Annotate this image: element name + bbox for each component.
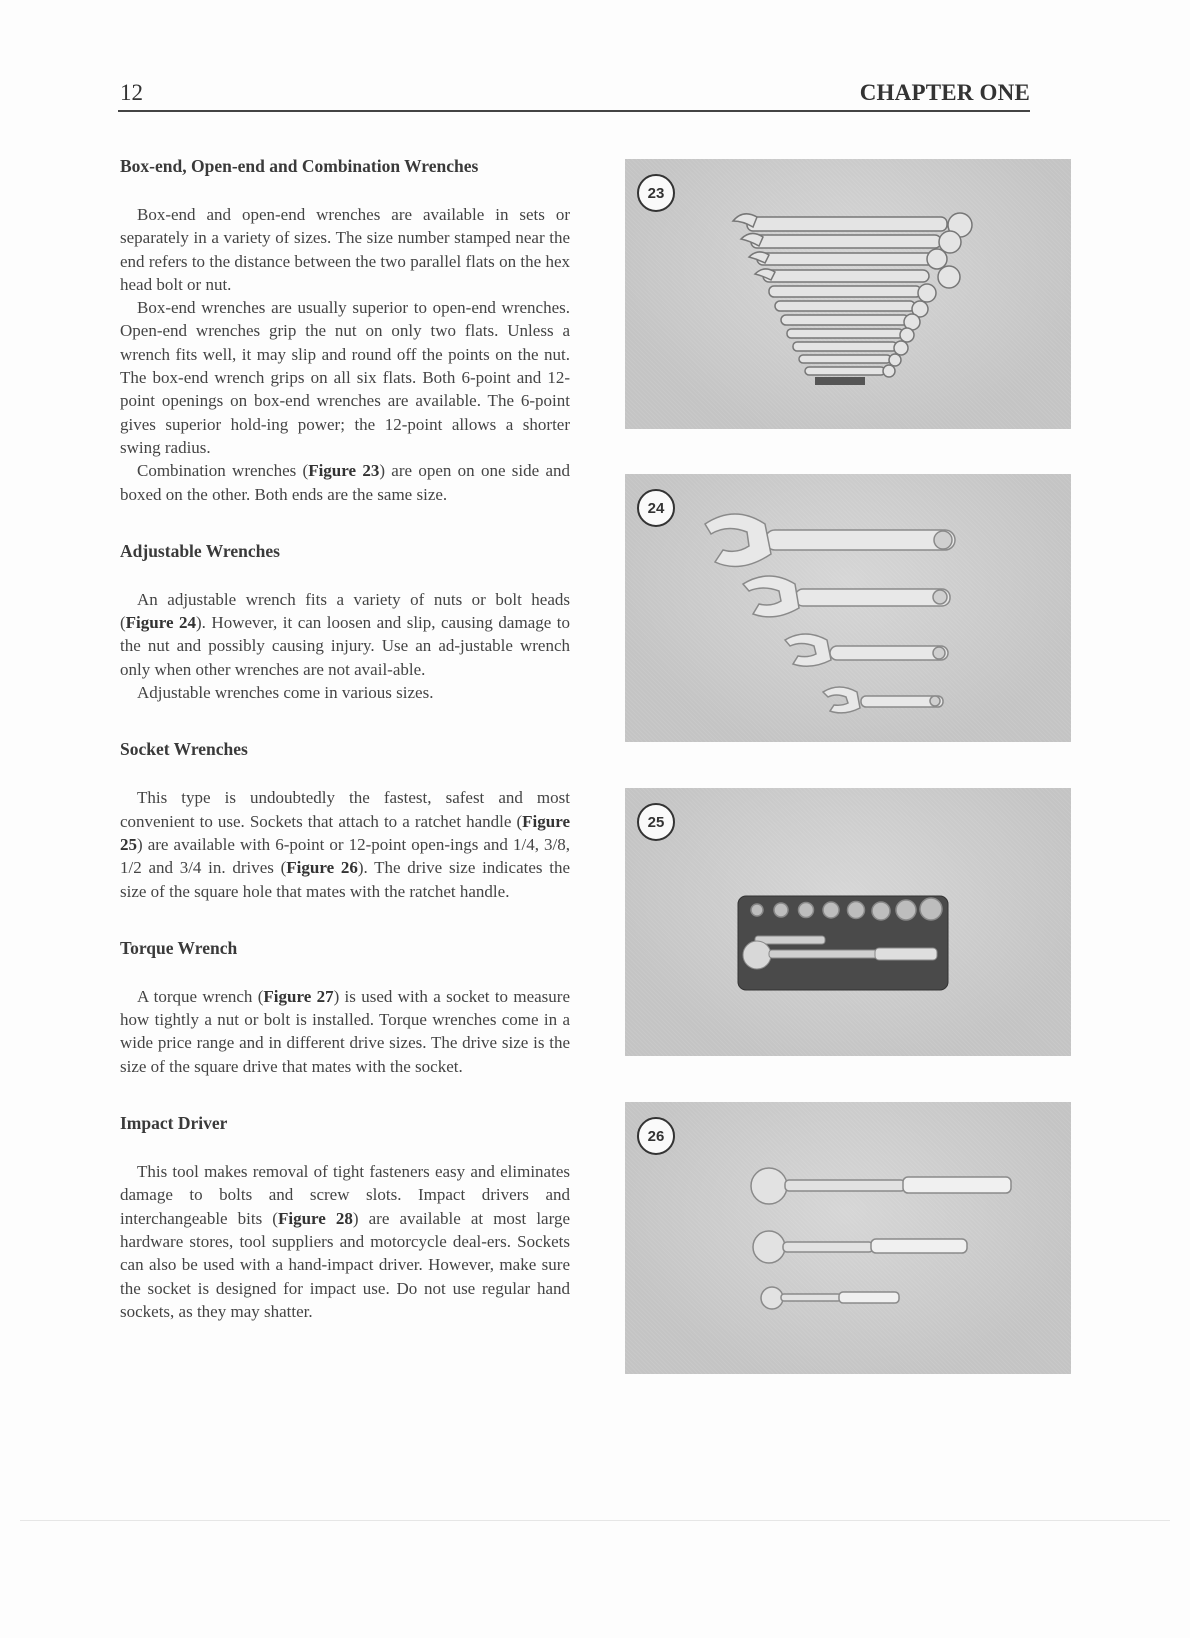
section-heading: Box-end, Open-end and Combination Wrenches bbox=[120, 156, 479, 176]
paragraph: Combination wrenches (Figure 23) are open on one side and boxed on the other. Both ends are the same size. bbox=[120, 461, 570, 504]
socket-set-photo bbox=[625, 788, 1071, 1056]
paragraph: A torque wrench (Figure 27) is used with a socket to measure how tightly a nut or bolt is installed. Torque wrenches come in a wide price range and in different drive sizes. The drive size is the size of the square drive that mates with the socket. bbox=[120, 986, 570, 1076]
figure-reference: Figure 24 bbox=[125, 613, 197, 633]
figure-reference: Figure 27 bbox=[263, 986, 334, 1006]
figure-24 bbox=[625, 474, 1071, 742]
paragraph: Box-end and open-end wrenches are available in sets or separately in a variety of sizes. The size number stamped near the end refers to the distance between the two parallel flats on the hex head bolt or nut. bbox=[120, 205, 570, 294]
paragraph: Adjustable wrenches come in various sizes. bbox=[137, 683, 434, 703]
figure-26 bbox=[625, 1102, 1071, 1374]
figure-reference: Figure 26 bbox=[286, 858, 358, 878]
paragraph: Box-end wrenches are usually superior to open-end wrenches. Open-end wrenches grip the nut on only two flats. Unless a wrench fits well, it may slip and round off the points on the nut. The box-end wrench grips on all six flats. Both 6-point and 12-point openings on box-end wrenches are available. The 6-point gives superior hold-ing power; the 12-point allows a shorter swing radius. bbox=[120, 298, 570, 457]
figure-reference: Figure 28 bbox=[277, 1208, 353, 1228]
section-torque-wrench bbox=[120, 937, 570, 1078]
figure-number-badge: 23 bbox=[637, 174, 675, 212]
figure-number-badge: 26 bbox=[637, 1117, 675, 1155]
section-box-end-wrenches bbox=[120, 155, 570, 506]
ratchet-handles-photo bbox=[625, 1102, 1071, 1374]
paragraph: This type is undoubtedly the fastest, safest and most convenient to use. Sockets that attach to a ratchet handle (Figure 25) are available with 6-point or 12-point open-ings and 1/4, 3/8, 1/2 and 3/4 in. drives (Figure 26). The drive size indicates the size of the square hole that mates with the ratchet handle. bbox=[120, 788, 570, 901]
paragraph: An adjustable wrench fits a variety of nuts or bolt heads (Figure 24). However, it can loosen and slip, causing damage to the nut and possibly causing injury. Use an ad-justable wrench only when other wrenches are not avail-able. bbox=[120, 589, 570, 679]
section-impact-driver bbox=[120, 1112, 570, 1323]
scan-edge-line bbox=[20, 1520, 1170, 1521]
page-header bbox=[118, 80, 1030, 112]
chapter-title: CHAPTER ONE bbox=[859, 80, 1030, 105]
text-column bbox=[120, 155, 570, 1357]
figure-25 bbox=[625, 788, 1071, 1056]
section-heading: Impact Driver bbox=[120, 1113, 228, 1134]
section-heading: Socket Wrenches bbox=[120, 739, 248, 760]
figure-number-badge: 25 bbox=[637, 803, 675, 841]
section-socket-wrenches bbox=[120, 738, 570, 902]
figure-23 bbox=[625, 159, 1071, 429]
section-adjustable-wrenches bbox=[120, 540, 570, 704]
adjustable-wrenches-photo bbox=[625, 474, 1071, 742]
combination-wrench-set-photo bbox=[625, 159, 1071, 429]
figure-reference: Figure 23 bbox=[308, 461, 380, 481]
section-heading: Torque Wrench bbox=[120, 937, 238, 958]
paragraph: This tool makes removal of tight fasteners easy and eliminates damage to bolts and screw slots. Impact drivers and interchangeable bits (Figure 28) are available at most large hardware stores, tool suppliers and motorcycle deal-ers. Sockets can also be used with a hand-impact driver. However, make sure the socket is designed for impact use. Do not use regular hand sockets, as they may shatter. bbox=[120, 1162, 570, 1321]
section-heading: Adjustable Wrenches bbox=[120, 540, 280, 561]
figure-reference: Figure 25 bbox=[120, 811, 570, 854]
figure-number-badge: 24 bbox=[637, 489, 675, 527]
page-number: 12 bbox=[120, 80, 143, 105]
